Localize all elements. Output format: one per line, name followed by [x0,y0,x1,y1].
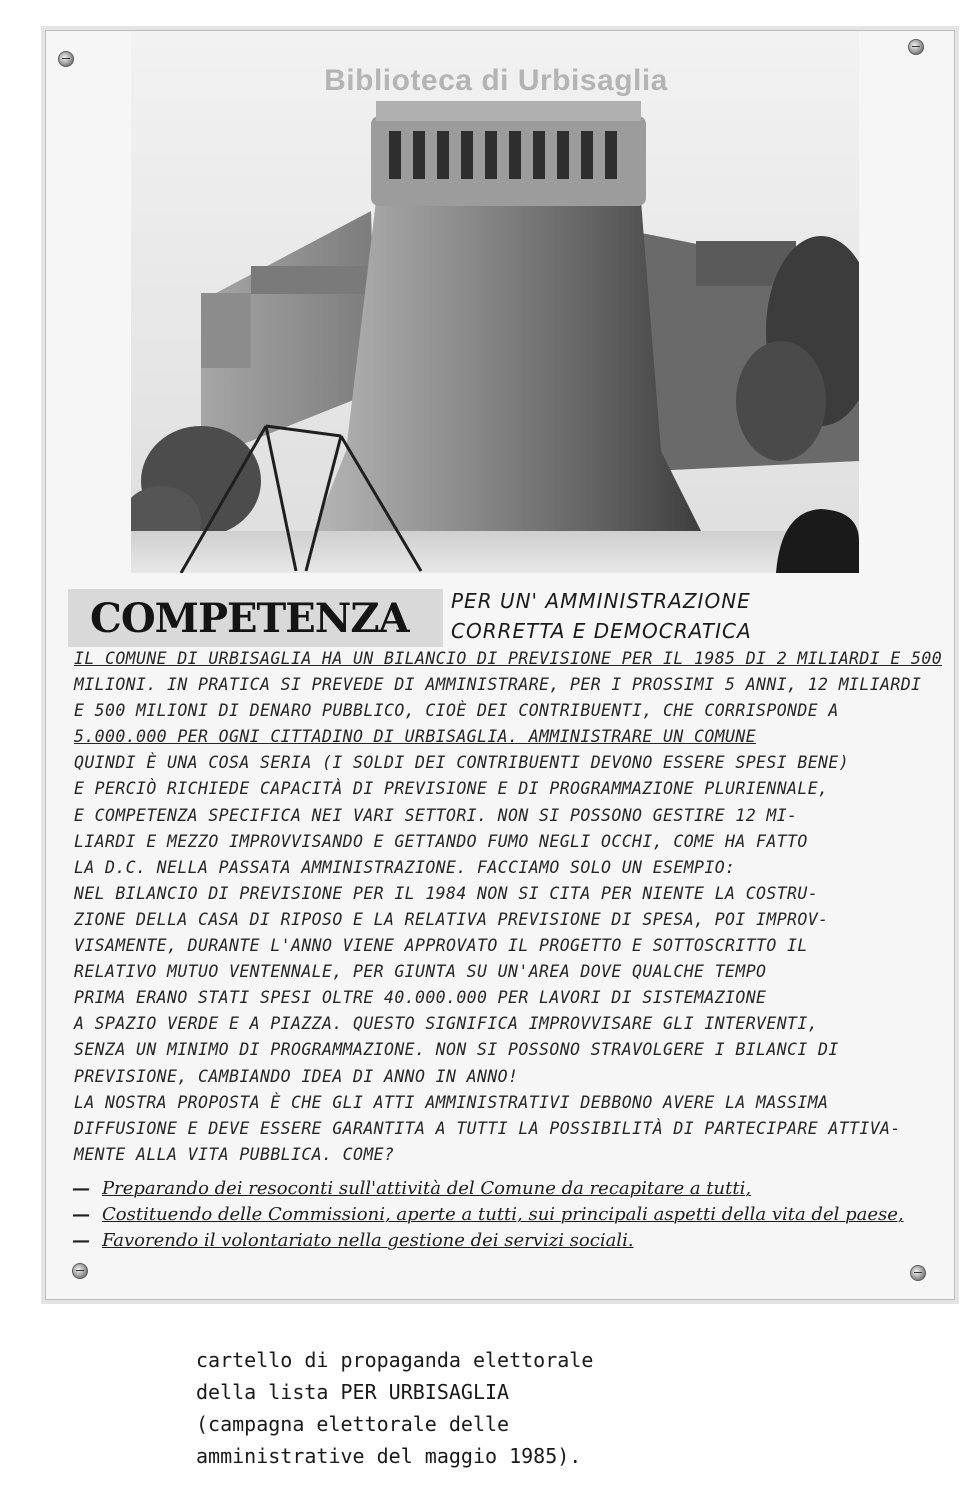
caption-line: (campagna elettorale delle [196,1412,510,1436]
dash-bullet-icon: — [72,1230,90,1251]
poster-subhead [451,586,752,646]
list-item [72,1176,952,1202]
body-line: LIARDI E MEZZO IMPROVVISANDO E GETTANDO FUMO NEGLI OCCHI, COME HA FATTO [74,831,808,851]
body-line: ZIONE DELLA CASA DI RIPOSO E LA RELATIVA PREVISIONE DI SPESA, POI IMPROV- [74,909,829,929]
body-line: PREVISIONE, CAMBIANDO IDEA DI ANNO IN ANNO! [74,1066,519,1086]
thumbtack-icon [72,1263,88,1279]
thumbtack-icon [58,51,74,67]
body-line: IL COMUNE DI URBISAGLIA HA UN BILANCIO DI PREVISIONE PER IL 1985 DI 2 MILIARDI E 500 [74,649,943,668]
caption-line: amministrative del maggio 1985). [196,1444,582,1468]
body-line: PRIMA ERANO STATI SPESI OLTRE 40.000.000 PER LAVORI DI SISTEMAZIONE [74,988,767,1008]
body-line: LA NOSTRA PROPOSTA È CHE GLI ATTI AMMINISTRATIVI DEBBONO AVERE LA MASSIMA [74,1092,829,1112]
poster-headline: COMPETENZA [90,595,409,642]
body-line: LA D.C. NELLA PASSATA AMMINISTRAZIONE. FACCIAMO SOLO UN ESEMPIO: [74,857,736,877]
body-line: 5.000.000 PER OGNI CITTADINO DI URBISAGLIA. AMMINISTRARE UN COMUNE [74,727,757,747]
body-line: MENTE ALLA VITA PUBBLICA. COME? [74,1144,395,1164]
list-item [72,1228,952,1254]
subhead-line: CORRETTA E DEMOCRATICA [451,619,752,643]
proposal-list [72,1176,952,1254]
caption-line: della lista PER URBISAGLIA [196,1380,510,1404]
poster-body-text [74,646,954,1168]
body-line: RELATIVO MUTUO VENTENNALE, PER GIUNTA SU UN'AREA DOVE QUALCHE TEMPO [74,962,767,982]
list-item-text: Preparando dei resoconti sull'attività del Comune da recapitare a tutti, [102,1178,752,1199]
watermark: Biblioteca di Urbisaglia [324,64,668,97]
body-line: VISAMENTE, DURANTE L'ANNO VIENE APPROVATO IL PROGETTO E SOTTOSCRITTO IL [74,936,808,956]
body-line: MILIONI. IN PRATICA SI PREVEDE DI AMMINISTRARE, PER I PROSSIMI 5 ANNI, 12 MILIARDI [74,675,922,695]
body-line: E 500 MILIONI DI DENARO PUBBLICO, CIOÈ DEI CONTRIBUENTI, CHE CORRISPONDE A [74,701,839,721]
dash-bullet-icon: — [72,1178,90,1199]
fortress-photo [131,31,859,573]
body-line: E PERCIÒ RICHIEDE CAPACITÀ DI PREVISIONE E DI PROGRAMMAZIONE PLURIENNALE, [74,779,829,799]
list-item-text: Costituendo delle Commissioni, aperte a tutti, sui principali aspetti della vita del paese, [102,1204,904,1225]
dash-bullet-icon: — [72,1204,90,1225]
body-line: A SPAZIO VERDE E A PIAZZA. QUESTO SIGNIFICA IMPROVVISARE GLI INTERVENTI, [74,1014,819,1034]
list-item-text: Favorendo il volontariato nella gestione dei servizi sociali. [102,1230,634,1251]
body-line: QUINDI È UNA COSA SERIA (I SOLDI DEI CONTRIBUENTI DEVONO ESSERE SPESI BENE) [74,753,850,773]
poster-board [45,30,955,1300]
thumbtack-icon [910,1265,926,1281]
list-item [72,1202,952,1228]
photo-caption [196,1344,593,1472]
subhead-line: PER UN' AMMINISTRAZIONE [451,589,751,613]
thumbtack-icon [908,39,924,55]
body-line: NEL BILANCIO DI PREVISIONE PER IL 1984 NON SI CITA PER NIENTE LA COSTRU- [74,883,819,903]
caption-line: cartello di propaganda elettorale [196,1348,594,1372]
body-line: E COMPETENZA SPECIFICA NEI VARI SETTORI. NON SI POSSONO GESTIRE 12 MI- [74,805,798,825]
body-line: SENZA UN MINIMO DI PROGRAMMAZIONE. NON SI POSSONO STRAVOLGERE I BILANCI DI [74,1040,839,1060]
body-line: DIFFUSIONE E DEVE ESSERE GARANTITA A TUTTI LA POSSIBILITÀ DI PARTECIPARE ATTIVA- [74,1118,901,1138]
